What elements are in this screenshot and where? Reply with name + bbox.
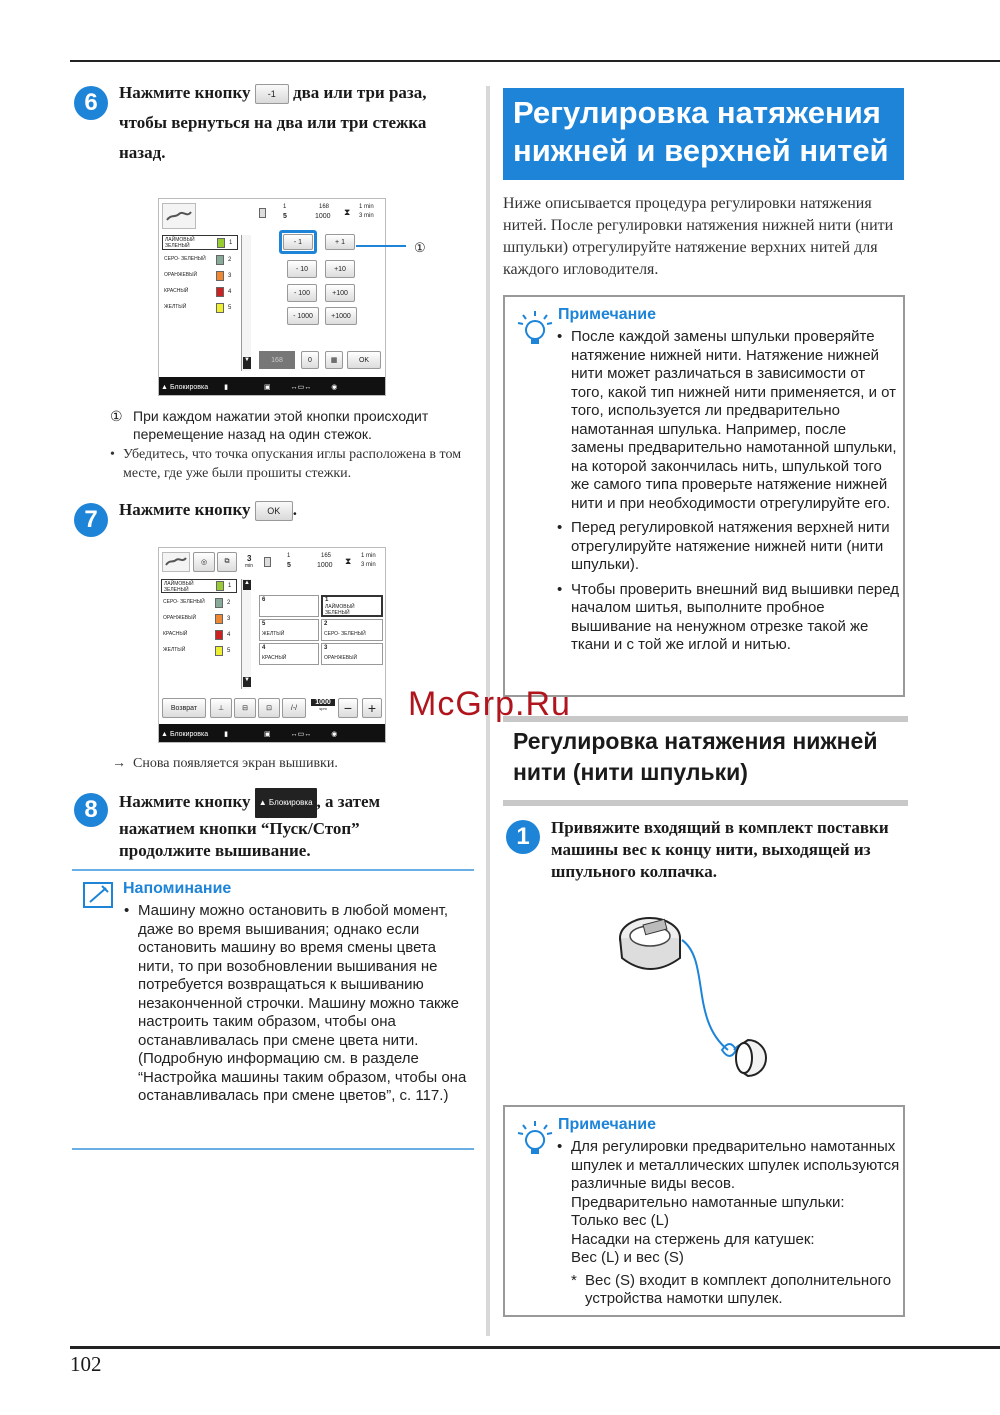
stitch-step-button[interactable] — [282, 698, 306, 718]
back-button[interactable] — [162, 698, 206, 718]
clock-icon-2[interactable]: ◉ — [331, 731, 338, 738]
swatch-2 — [216, 255, 224, 265]
color-num-4: 4 — [228, 289, 232, 295]
minus-100-label: - 100 — [294, 289, 310, 297]
plus-1000-button[interactable] — [325, 307, 357, 325]
color-name-2: СЕРО- ЗЕЛЕНЫЙ — [164, 256, 206, 262]
color-list — [162, 235, 238, 355]
color-row-3[interactable] — [162, 269, 238, 283]
note-1-body — [557, 328, 902, 661]
page-number: 102 — [70, 1352, 102, 1376]
stitch-step-icon: /-/ — [290, 704, 298, 712]
needle-cell-4[interactable] — [259, 643, 319, 665]
hourglass-icon: ⧗ — [344, 207, 351, 217]
swatch-3 — [216, 271, 224, 281]
status-bar-screen2 — [159, 724, 386, 743]
note-1-title: Примечание — [558, 306, 657, 323]
back-label: Возврат — [170, 704, 198, 712]
counter-c-bottom: 3 min — [359, 213, 374, 219]
needle-pos-button[interactable] — [210, 698, 232, 718]
bullet-text: Убедитесь, что точка опускания иглы расположена в том месте, где уже были прошиты стежки. — [123, 447, 462, 481]
color2-name-4: КРАСНЫЙ — [163, 631, 188, 637]
status-bar-screen1 — [159, 377, 386, 396]
minus-one-button-inline — [255, 84, 289, 104]
lightbulb-icon — [515, 307, 555, 347]
color-num-2: 2 — [228, 257, 232, 263]
ok-button-screen1[interactable] — [347, 351, 381, 369]
color2-row-3[interactable] — [161, 612, 237, 626]
needle-5-num: 5 — [262, 621, 266, 627]
needle-cell-1[interactable] — [321, 595, 383, 617]
counters-2 — [259, 554, 384, 572]
scroll-down-icon[interactable]: ▼ — [243, 357, 251, 369]
counters — [259, 205, 384, 223]
note-2-title: Примечание — [558, 1116, 657, 1133]
callout-marker: ① — [414, 240, 426, 255]
thread-icon-button[interactable] — [217, 552, 237, 572]
screen-stitch-back — [158, 198, 386, 396]
color-name-3: ОРАНЖЕВЫЙ — [164, 272, 198, 278]
lightbulb-icon-2 — [515, 1117, 555, 1157]
note-2-line-4: Вес (L) и вес (S) — [571, 1249, 684, 1266]
color2-row-5[interactable] — [161, 644, 237, 658]
swatch-5 — [216, 303, 224, 313]
thread-icon: ⧉ — [224, 558, 230, 565]
bobbin-case-illustration — [610, 900, 800, 1090]
needle-icon: ◎ — [200, 559, 208, 566]
note-1-item-1: • После каждой замены шпульки проверяйте натяжение нижней нити. Натяжение нижней нити может различаться в зависимости от того, какой тип нижней нити применяется, и от того, используется ли предварительно намотанная шпулька. Например, после замены предварительно намотанной шпульки, на которой закончилась нить, шпулькой того же самого типа проверьте натяжение нижней нити и при необходимости отрегулируйте его. — [557, 328, 902, 513]
scrollbar[interactable] — [241, 235, 251, 371]
step-6-line3: назад. — [119, 143, 166, 162]
needle-3-name: ОРАНЖЕВЫЙ — [324, 655, 358, 661]
callout-line — [356, 245, 406, 247]
reminder-bottom-rule — [72, 1148, 474, 1150]
color2-name-2: СЕРО- ЗЕЛЕНЫЙ — [163, 599, 205, 605]
counter-c-top: 1 min — [359, 204, 374, 210]
footnote-text: Вес (S) входит в комплект дополнительного устройства намотки шпулек. — [585, 1271, 892, 1307]
color2-num-5: 5 — [227, 648, 231, 654]
minus-1-button[interactable] — [283, 234, 313, 250]
needle-2-num: 2 — [324, 621, 328, 627]
minus-1-label: - 1 — [293, 238, 303, 246]
color-row-2[interactable] — [162, 253, 238, 267]
embroidery-preview-icon-2 — [162, 552, 190, 572]
note-text: При каждом нажатии этой кнопки происходит перемещение назад на один стежок. — [133, 408, 429, 442]
plus-1-button[interactable] — [325, 234, 355, 250]
top-rule — [70, 60, 1000, 62]
note-2-line-1: Предварительно намотанные шпульки: — [571, 1193, 845, 1211]
thread-cut-icon: ⊟ — [242, 705, 248, 712]
scroll-up-icon[interactable]: ▲ — [243, 580, 251, 590]
needle-2-name: СЕРО- ЗЕЛЕНЫЙ — [324, 631, 366, 637]
color-name-4: КРАСНЫЙ — [164, 288, 189, 294]
speed-minus-button[interactable] — [338, 698, 358, 718]
minus-100-button[interactable] — [287, 284, 317, 302]
scroll-down-icon-2[interactable]: ▼ — [243, 677, 251, 687]
swatch-4 — [216, 287, 224, 297]
stitch-count-value: 168 — [271, 356, 283, 364]
lock-warning-icon: ▲ — [161, 383, 168, 391]
color2-num-2: 2 — [227, 600, 231, 606]
bullet-dot: • — [110, 447, 115, 462]
section-heading: Регулировка натяжения нижней и верхней нитей — [503, 88, 904, 180]
swatch2-5 — [215, 646, 223, 656]
intro-paragraph: Ниже описывается процедура регулировки натяжения нитей. После регулировки натяжения нижней нити (нити шпульки) отрегулируйте натяжение верхних нитей для каждого игловодителя. — [503, 195, 894, 278]
note-2-line-2: Только вес (L) — [571, 1212, 669, 1229]
minus-1000-label: - 1000 — [293, 312, 313, 320]
needle-5-name: ЖЕЛТЫЙ — [262, 631, 285, 637]
counter2-c-bottom: 3 min — [361, 562, 376, 568]
move-frame-icon[interactable]: ↔▭↔ — [290, 384, 312, 391]
needle-6-num: 6 — [262, 597, 266, 603]
thread-cut-button[interactable] — [234, 698, 256, 718]
color-row-5[interactable] — [162, 301, 238, 315]
note-2-footnote — [557, 1272, 902, 1309]
reminder-item: • Машину можно остановить в любой момент, даже во время вышивания; однако если остановить машину во время смены цвета нити, то при возобновлении вышивания не потребуется возвращаться к вышиванию незаконченной строчки. Машину можно также настроить таким образом, чтобы она останавливалась при смене цвета нити. (Подробную информацию см. в разделе “Настройка машины таким образом, чтобы она останавливалась при смене цветов”, с. 117.) — [124, 902, 472, 1106]
color-list-2 — [161, 579, 237, 699]
minus-10-button[interactable] — [287, 260, 317, 278]
time-unit: min — [245, 563, 254, 569]
note-2-body — [557, 1138, 902, 1309]
needle-grid — [259, 595, 385, 667]
color-num-3: 3 — [228, 273, 232, 279]
lock-inline-label: Блокировка — [268, 798, 313, 807]
frame-icon-2[interactable]: ▣ — [263, 731, 271, 738]
counter2-b-top: 165 — [321, 553, 332, 559]
color2-row-1[interactable] — [161, 579, 237, 593]
color-num-1: 1 — [229, 240, 233, 246]
color2-name-3: ОРАНЖЕВЫЙ — [163, 615, 197, 621]
spool-icon-2 — [264, 557, 271, 567]
step-6-text-after: два или три раза, — [293, 83, 427, 102]
frame-icon[interactable]: ▣ — [263, 384, 271, 391]
color2-name-5: ЖЕЛТЫЙ — [163, 647, 186, 653]
note-2-line-3: Насадки на стержень для катушек: — [571, 1230, 815, 1248]
color-row-1[interactable] — [162, 235, 238, 250]
note-2-bullet: • Для регулировки предварительно намотанных шпулек и металлических шпулек используются различные виды весов. — [557, 1138, 902, 1194]
plus-100-label: +100 — [332, 289, 348, 297]
speed-plus-label: + — [367, 700, 377, 716]
needle-pos-icon: ⊥ — [217, 705, 225, 712]
step-8-text-after: , а затем — [316, 791, 381, 811]
arrow-text: Снова появляется экран вышивки. — [133, 756, 338, 771]
counter-a-bottom: 5 — [283, 213, 287, 220]
plus-10-label: +10 — [334, 265, 346, 273]
tension-button[interactable] — [258, 698, 280, 718]
color-name-5: ЖЕЛТЫЙ — [164, 304, 187, 310]
needle-cell-5[interactable] — [259, 619, 319, 641]
lock-warning-icon-2: ▲ — [161, 730, 168, 738]
color-name-1: ЛАЙМОВЫЙ ЗЕЛЕНЫЙ — [165, 237, 195, 249]
subsection-heading: Регулировка натяжения нижней нити (нити шпульки) — [503, 716, 908, 806]
minus-one-label: -1 — [267, 89, 276, 100]
memo-icon — [82, 880, 116, 910]
needle-1-num: 1 — [325, 597, 329, 603]
counter2-a-top: 1 — [287, 553, 291, 559]
needle-cell-6[interactable] — [259, 595, 319, 617]
reminder-body — [124, 902, 472, 1112]
lock-button-inline: ▲ Блокировка — [255, 788, 317, 818]
plus-1000-label: +1000 — [331, 312, 351, 320]
needle-cell-3[interactable] — [321, 643, 383, 665]
lock-label-screen2[interactable]: Блокировка — [169, 730, 209, 738]
color-row-4[interactable] — [162, 285, 238, 299]
step-8-line3: продолжите вышивание. — [119, 841, 311, 860]
plus-10-button[interactable] — [325, 260, 355, 278]
needle-3-num: 3 — [324, 645, 328, 651]
speed-minus-label: − — [343, 700, 353, 716]
color-num-5: 5 — [228, 305, 232, 311]
needle-4-num: 4 — [262, 645, 266, 651]
minus-1000-button[interactable] — [287, 307, 319, 325]
ok-label-screen1: OK — [358, 356, 370, 364]
grid-icon: ▦ — [330, 357, 338, 364]
color2-name-1: ЛАЙМОВЫЙ ЗЕЛЕНЫЙ — [164, 581, 194, 593]
note-box-2 — [503, 1105, 905, 1317]
step-8-text-before: Нажмите кнопку — [119, 791, 251, 811]
counter2-b-bottom: 1000 — [317, 562, 333, 569]
arrow-icon: → — [112, 756, 126, 771]
step-1-text: Привяжите входящий в комплект поставки машины вес к концу нити, выходящей из шпульного колпачка. — [551, 818, 889, 881]
swatch2-2 — [215, 598, 223, 608]
counter2-a-bottom: 5 — [287, 562, 291, 569]
embroidery-preview-icon — [162, 203, 196, 229]
counter2-c-top: 1 min — [361, 553, 376, 559]
color2-num-1: 1 — [228, 583, 232, 589]
step-7-number: 7 — [74, 503, 108, 537]
counter-a-top: 1 — [283, 204, 287, 210]
time-value: 3 — [247, 554, 252, 563]
needle-4-name: КРАСНЫЙ — [262, 655, 287, 661]
note-marker: ① — [110, 408, 123, 424]
counter-b-top: 168 — [319, 204, 330, 210]
step-1-number: 1 — [506, 820, 540, 854]
footnote-mark: * — [571, 1271, 577, 1289]
swatch2-1 — [216, 581, 224, 591]
step-7-text-before: Нажмите кнопку — [119, 500, 251, 519]
color2-num-4: 4 — [227, 632, 231, 638]
bottom-rule — [70, 1346, 1000, 1349]
counter-b-bottom: 1000 — [315, 213, 331, 220]
hourglass-icon-2: ⧗ — [345, 556, 352, 566]
plus-100-button[interactable] — [325, 284, 355, 302]
color2-row-2[interactable] — [161, 596, 237, 610]
clock-icon[interactable]: ◉ — [331, 384, 338, 391]
zero-button[interactable] — [301, 351, 319, 369]
minus-10-label: - 10 — [295, 265, 309, 273]
speed-plus-button[interactable] — [362, 698, 382, 718]
zero-label: 0 — [308, 356, 312, 364]
swatch-1 — [217, 238, 225, 248]
step-6-text-before: Нажмите кнопку — [119, 83, 251, 102]
watermark: McGrp.Ru — [408, 685, 571, 723]
speed-unit: spm — [319, 706, 327, 711]
grid-icon-button[interactable] — [325, 351, 343, 369]
note-1-item-2: • Перед регулировкой натяжения верхней нити отрегулируйте натяжение нижней нити (нити шпульки). — [557, 519, 902, 575]
swatch2-3 — [215, 614, 223, 624]
step-7-text — [119, 495, 419, 525]
step-8-text — [119, 788, 479, 862]
needle-cell-2[interactable] — [321, 619, 383, 641]
reminder-title: Напоминание — [123, 880, 232, 897]
page-icon[interactable]: ▮ — [224, 384, 228, 391]
move-frame-icon-2[interactable]: ↔▭↔ — [290, 731, 312, 738]
color2-num-3: 3 — [227, 616, 231, 622]
lock-label-screen1[interactable]: Блокировка — [169, 383, 209, 391]
speed-value: 1000 — [311, 699, 335, 706]
screen-embroidery — [158, 547, 386, 743]
stitch-count-display — [259, 351, 295, 369]
note-box-1 — [503, 295, 905, 697]
step-7-text-after: . — [292, 500, 298, 519]
scrollbar-2[interactable] — [241, 579, 251, 689]
needle-1-name: ЛАЙМОВЫЙ ЗЕЛЕНЫЙ — [325, 604, 355, 616]
color2-row-4[interactable] — [161, 628, 237, 642]
ok-button-inline — [255, 501, 293, 521]
step-8-number: 8 — [74, 793, 108, 827]
plus-1-label: + 1 — [335, 238, 345, 246]
tension-icon: ⊡ — [266, 705, 272, 712]
speed-display — [311, 699, 335, 717]
step-6-text — [119, 78, 479, 168]
swatch2-4 — [215, 630, 223, 640]
step-6-number: 6 — [74, 86, 108, 120]
reminder-top-rule — [72, 869, 474, 871]
step-6-line2: чтобы вернуться на два или три стежка — [119, 113, 427, 132]
needle-icon-button[interactable] — [193, 552, 215, 572]
spool-icon — [259, 208, 266, 218]
page-icon-2[interactable]: ▮ — [224, 731, 228, 738]
note-1-item-3: • Чтобы проверить внешний вид вышивки перед началом шитья, выполните пробное вышивание на ненужном отрезке такой же ткани и с той же иглой и нитью. — [557, 581, 902, 655]
ok-inline-label: OK — [267, 506, 281, 517]
step-8-line2: нажатием кнопки “Пуск/Стоп” — [119, 819, 360, 838]
